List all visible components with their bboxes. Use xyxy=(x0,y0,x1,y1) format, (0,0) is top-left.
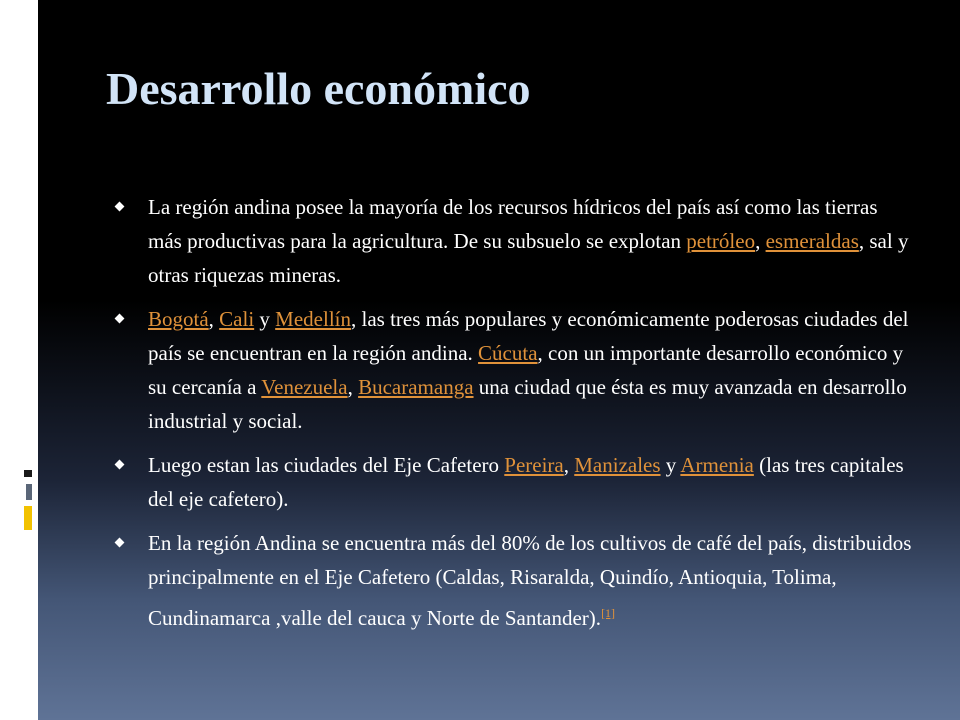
bullet-text: Luego estan las ciudades del Eje Cafetero xyxy=(148,453,505,477)
bullet-text: y xyxy=(660,453,681,477)
link-armenia[interactable]: Armenia xyxy=(680,453,754,477)
bullet-marker-icon xyxy=(115,460,125,470)
link-cucuta[interactable]: Cúcuta xyxy=(478,341,538,365)
decorative-strip-gray xyxy=(26,484,32,500)
bullet-list xyxy=(116,190,916,645)
bullet-text: , con un importante desarrollo económico y su cercanía a xyxy=(148,341,904,399)
bullet-text: La región andina posee la mayoría de los recursos hídricos del país así como las tierras más productivas para la agricultura. De su subsuelo se explotan xyxy=(148,195,878,253)
link-pereira[interactable]: Pereira xyxy=(504,453,564,477)
link-esmeraldas[interactable]: esmeraldas xyxy=(765,229,859,253)
slide-title: Desarrollo económico xyxy=(106,63,531,114)
bullet-text: una ciudad que ésta es muy avanzada en desarrollo industrial y social. xyxy=(148,375,907,433)
bullet-item xyxy=(116,526,916,635)
link-petroleo[interactable]: petróleo xyxy=(686,229,756,253)
bullet-text: (las tres capitales del eje cafetero). xyxy=(148,453,904,511)
bullet-item xyxy=(116,190,916,292)
bullet-text: , xyxy=(208,307,220,331)
bullet-item xyxy=(116,302,916,438)
link-cali[interactable]: Cali xyxy=(219,307,255,331)
bullet-text: , xyxy=(563,453,575,477)
reference-link[interactable]: [1] xyxy=(601,606,616,620)
reference-sup xyxy=(601,601,615,621)
bullet-text: En la región Andina se encuentra más del 80% de los cultivos de café del país, distribuidos principalmente en el Eje Cafetero (Caldas, Risaralda, Quindío, Antioquia, Tolima, Cundinamarca ,valle del cauca y Norte de Santander). xyxy=(148,531,912,630)
link-manizales[interactable]: Manizales xyxy=(574,453,661,477)
link-venezuela[interactable]: Venezuela xyxy=(261,375,348,399)
bullet-text: , xyxy=(347,375,359,399)
bullet-text: , las tres más populares y económicamente poderosas ciudades del país se encuentran en la región andina. xyxy=(148,307,909,365)
bullet-marker-icon xyxy=(115,538,125,548)
bullet-item xyxy=(116,448,916,516)
link-medellin[interactable]: Medellín xyxy=(275,307,351,331)
bullet-text: y xyxy=(254,307,276,331)
bullet-text: , xyxy=(755,229,766,253)
decorative-strip-yellow xyxy=(24,506,32,530)
left-decorative-band xyxy=(0,0,38,720)
bullet-marker-icon xyxy=(115,202,125,212)
bullet-text: , sal y otras riquezas mineras. xyxy=(148,229,909,287)
link-bogota[interactable]: Bogotá xyxy=(148,307,209,331)
decorative-strip-dark xyxy=(24,470,32,477)
bullet-marker-icon xyxy=(115,314,125,324)
link-bucaramanga[interactable]: Bucaramanga xyxy=(358,375,474,399)
